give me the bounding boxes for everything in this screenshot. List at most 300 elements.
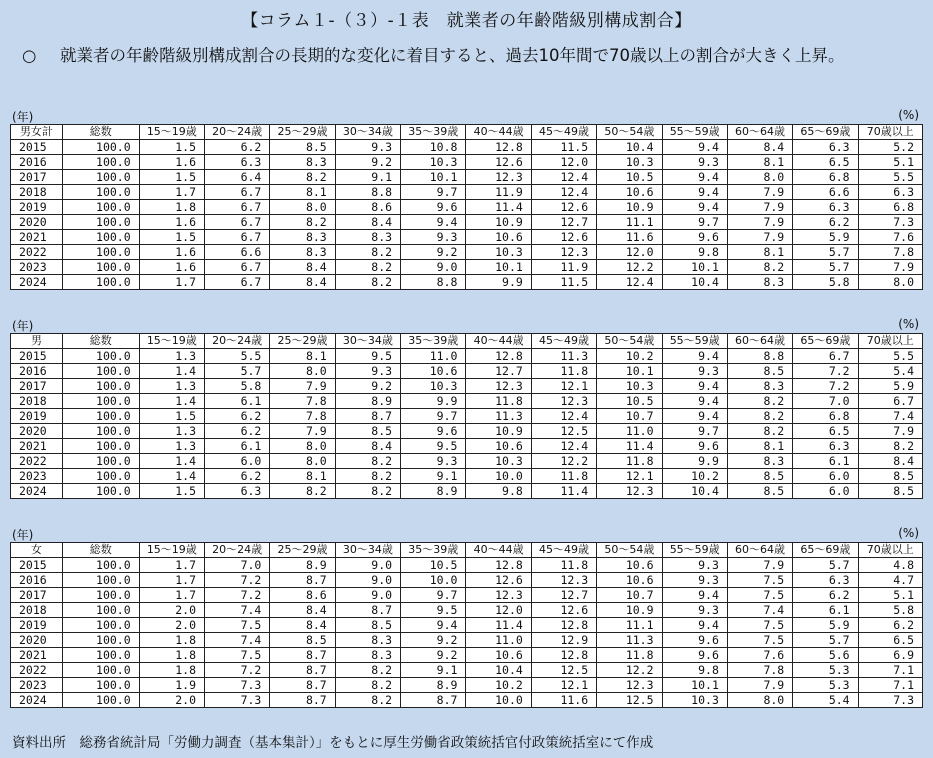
value-cell: 9.8 — [466, 484, 531, 499]
value-cell: 5.7 — [793, 633, 858, 648]
column-header: 35～39歳 — [401, 125, 466, 140]
value-cell: 2.0 — [139, 618, 204, 633]
value-cell: 12.6 — [466, 155, 531, 170]
value-cell: 7.3 — [858, 693, 922, 708]
value-cell: 1.5 — [139, 140, 204, 155]
value-cell: 7.8 — [727, 663, 792, 678]
value-cell: 10.4 — [597, 140, 662, 155]
value-cell: 7.5 — [205, 618, 270, 633]
summary-text: 就業者の年齢階級別構成割合の長期的な変化に着目すると、過去10年間で70歳以上の割合が大きく上昇。 — [60, 46, 845, 65]
value-cell: 100.0 — [62, 200, 139, 215]
value-cell: 1.7 — [139, 573, 204, 588]
year-cell: 2017 — [11, 379, 63, 394]
table-row — [11, 573, 923, 588]
value-cell: 1.9 — [139, 678, 204, 693]
value-cell: 6.2 — [793, 588, 858, 603]
value-cell: 9.3 — [662, 603, 727, 618]
value-cell: 9.4 — [662, 588, 727, 603]
value-cell: 9.3 — [662, 573, 727, 588]
value-cell: 11.8 — [466, 394, 531, 409]
column-header: 総数 — [62, 334, 139, 349]
year-unit-label: (年) — [12, 528, 34, 542]
value-cell: 8.2 — [727, 260, 792, 275]
value-cell: 6.8 — [858, 200, 922, 215]
percent-unit-label: (%) — [898, 108, 919, 122]
value-cell: 100.0 — [62, 603, 139, 618]
value-cell: 10.6 — [401, 364, 466, 379]
value-cell: 8.3 — [727, 275, 792, 290]
value-cell: 8.2 — [335, 245, 400, 260]
value-cell: 8.6 — [335, 200, 400, 215]
value-cell: 6.2 — [205, 469, 270, 484]
value-cell: 8.5 — [858, 484, 922, 499]
value-cell: 9.3 — [401, 454, 466, 469]
value-cell: 12.2 — [597, 260, 662, 275]
value-cell: 10.3 — [401, 155, 466, 170]
value-cell: 11.0 — [597, 424, 662, 439]
year-unit-label: (年) — [12, 110, 34, 124]
value-cell: 10.6 — [466, 648, 531, 663]
year-cell: 2017 — [11, 170, 63, 185]
value-cell: 11.3 — [597, 633, 662, 648]
header-row — [11, 543, 923, 558]
value-cell: 8.1 — [727, 245, 792, 260]
value-cell: 6.7 — [205, 185, 270, 200]
year-cell: 2016 — [11, 364, 63, 379]
value-cell: 8.2 — [270, 484, 335, 499]
value-cell: 5.1 — [858, 155, 922, 170]
value-cell: 100.0 — [62, 394, 139, 409]
summary-note — [22, 44, 912, 67]
value-cell: 7.4 — [727, 603, 792, 618]
value-cell: 12.1 — [531, 379, 596, 394]
year-cell: 2024 — [11, 275, 63, 290]
value-cell: 100.0 — [62, 469, 139, 484]
value-cell: 9.3 — [335, 364, 400, 379]
value-cell: 8.7 — [270, 573, 335, 588]
value-cell: 1.5 — [139, 230, 204, 245]
year-cell: 2021 — [11, 230, 63, 245]
table-row — [11, 469, 923, 484]
value-cell: 9.5 — [401, 439, 466, 454]
value-cell: 5.9 — [793, 230, 858, 245]
value-cell: 12.0 — [466, 603, 531, 618]
value-cell: 8.2 — [270, 170, 335, 185]
value-cell: 1.6 — [139, 245, 204, 260]
value-cell: 10.9 — [597, 200, 662, 215]
value-cell: 7.8 — [270, 394, 335, 409]
column-header: 45～49歳 — [531, 334, 596, 349]
value-cell: 10.1 — [466, 260, 531, 275]
value-cell: 12.3 — [466, 170, 531, 185]
table-row — [11, 439, 923, 454]
column-header: 70歳以上 — [858, 543, 922, 558]
column-header: 25～29歳 — [270, 125, 335, 140]
composition-table — [10, 542, 923, 708]
year-cell: 2020 — [11, 424, 63, 439]
value-cell: 8.0 — [858, 275, 922, 290]
value-cell: 6.1 — [793, 603, 858, 618]
value-cell: 9.6 — [662, 633, 727, 648]
value-cell: 9.4 — [662, 349, 727, 364]
value-cell: 1.5 — [139, 170, 204, 185]
value-cell: 11.1 — [597, 215, 662, 230]
value-cell: 100.0 — [62, 558, 139, 573]
value-cell: 6.2 — [205, 424, 270, 439]
table-row — [11, 648, 923, 663]
value-cell: 5.8 — [793, 275, 858, 290]
value-cell: 7.3 — [205, 678, 270, 693]
value-cell: 6.5 — [858, 633, 922, 648]
column-header: 25～29歳 — [270, 543, 335, 558]
value-cell: 12.9 — [531, 633, 596, 648]
value-cell: 11.9 — [531, 260, 596, 275]
value-cell: 10.6 — [597, 185, 662, 200]
table-row — [11, 454, 923, 469]
table-row — [11, 618, 923, 633]
value-cell: 9.4 — [401, 215, 466, 230]
value-cell: 9.6 — [662, 648, 727, 663]
value-cell: 6.0 — [793, 484, 858, 499]
value-cell: 100.0 — [62, 648, 139, 663]
table-row — [11, 603, 923, 618]
value-cell: 7.4 — [858, 409, 922, 424]
value-cell: 7.9 — [858, 424, 922, 439]
value-cell: 10.6 — [466, 230, 531, 245]
value-cell: 100.0 — [62, 409, 139, 424]
value-cell: 5.7 — [793, 260, 858, 275]
value-cell: 9.6 — [401, 200, 466, 215]
year-cell: 2016 — [11, 155, 63, 170]
value-cell: 4.8 — [858, 558, 922, 573]
year-cell: 2023 — [11, 469, 63, 484]
header-row — [11, 125, 923, 140]
value-cell: 10.5 — [597, 170, 662, 185]
column-header: 65～69歳 — [793, 334, 858, 349]
value-cell: 1.3 — [139, 349, 204, 364]
year-cell: 2023 — [11, 678, 63, 693]
value-cell: 8.7 — [335, 409, 400, 424]
header-row — [11, 334, 923, 349]
year-cell: 2021 — [11, 648, 63, 663]
value-cell: 5.3 — [793, 678, 858, 693]
value-cell: 8.1 — [270, 349, 335, 364]
column-header: 55～59歳 — [662, 334, 727, 349]
value-cell: 9.2 — [335, 379, 400, 394]
value-cell: 9.9 — [662, 454, 727, 469]
table-row — [11, 260, 923, 275]
value-cell: 100.0 — [62, 439, 139, 454]
value-cell: 10.4 — [662, 484, 727, 499]
value-cell: 1.7 — [139, 558, 204, 573]
value-cell: 5.4 — [793, 693, 858, 708]
value-cell: 8.7 — [270, 663, 335, 678]
value-cell: 8.9 — [335, 394, 400, 409]
value-cell: 6.7 — [205, 200, 270, 215]
column-header: 65～69歳 — [793, 125, 858, 140]
value-cell: 100.0 — [62, 364, 139, 379]
value-cell: 11.5 — [531, 140, 596, 155]
year-cell: 2018 — [11, 394, 63, 409]
column-header: 20～24歳 — [205, 334, 270, 349]
value-cell: 8.0 — [270, 454, 335, 469]
value-cell: 12.4 — [531, 185, 596, 200]
value-cell: 10.4 — [662, 275, 727, 290]
value-cell: 12.4 — [531, 439, 596, 454]
value-cell: 4.7 — [858, 573, 922, 588]
column-header: 60～64歳 — [727, 543, 792, 558]
value-cell: 10.1 — [662, 678, 727, 693]
value-cell: 8.9 — [401, 678, 466, 693]
table-block-female — [10, 526, 923, 708]
value-cell: 5.7 — [793, 245, 858, 260]
value-cell: 7.0 — [205, 558, 270, 573]
value-cell: 8.0 — [727, 693, 792, 708]
value-cell: 7.9 — [270, 379, 335, 394]
value-cell: 8.5 — [270, 140, 335, 155]
group-label: 男 — [11, 334, 63, 349]
percent-unit-label: (%) — [898, 526, 919, 540]
table-row — [11, 185, 923, 200]
value-cell: 12.7 — [466, 364, 531, 379]
value-cell: 12.8 — [466, 349, 531, 364]
value-cell: 7.9 — [727, 185, 792, 200]
table-row — [11, 230, 923, 245]
table-row — [11, 424, 923, 439]
value-cell: 11.8 — [597, 454, 662, 469]
value-cell: 1.8 — [139, 633, 204, 648]
value-cell: 9.7 — [401, 588, 466, 603]
value-cell: 8.3 — [270, 230, 335, 245]
value-cell: 100.0 — [62, 663, 139, 678]
value-cell: 8.3 — [270, 245, 335, 260]
value-cell: 10.4 — [466, 663, 531, 678]
value-cell: 8.3 — [270, 155, 335, 170]
value-cell: 12.6 — [466, 573, 531, 588]
value-cell: 9.4 — [662, 618, 727, 633]
value-cell: 7.2 — [793, 364, 858, 379]
value-cell: 6.7 — [205, 260, 270, 275]
value-cell: 8.7 — [270, 648, 335, 663]
value-cell: 7.5 — [205, 648, 270, 663]
value-cell: 7.2 — [205, 573, 270, 588]
value-cell: 9.1 — [335, 170, 400, 185]
value-cell: 10.9 — [466, 215, 531, 230]
value-cell: 100.0 — [62, 260, 139, 275]
table-row — [11, 140, 923, 155]
value-cell: 8.5 — [727, 469, 792, 484]
table-row — [11, 215, 923, 230]
value-cell: 8.3 — [335, 230, 400, 245]
column-header: 総数 — [62, 125, 139, 140]
year-cell: 2021 — [11, 439, 63, 454]
table-row — [11, 693, 923, 708]
value-cell: 10.3 — [597, 379, 662, 394]
value-cell: 7.5 — [727, 588, 792, 603]
percent-unit-label: (%) — [898, 317, 919, 331]
value-cell: 8.7 — [401, 693, 466, 708]
column-header: 35～39歳 — [401, 334, 466, 349]
value-cell: 9.1 — [401, 663, 466, 678]
year-cell: 2022 — [11, 663, 63, 678]
value-cell: 100.0 — [62, 245, 139, 260]
value-cell: 9.3 — [662, 558, 727, 573]
value-cell: 9.0 — [401, 260, 466, 275]
value-cell: 6.8 — [793, 170, 858, 185]
value-cell: 8.0 — [270, 200, 335, 215]
year-cell: 2016 — [11, 573, 63, 588]
value-cell: 9.4 — [662, 379, 727, 394]
value-cell: 1.7 — [139, 185, 204, 200]
column-header: 15～19歳 — [139, 125, 204, 140]
value-cell: 1.5 — [139, 409, 204, 424]
value-cell: 9.7 — [401, 185, 466, 200]
year-cell: 2015 — [11, 558, 63, 573]
value-cell: 8.2 — [335, 275, 400, 290]
value-cell: 5.2 — [858, 140, 922, 155]
value-cell: 100.0 — [62, 140, 139, 155]
value-cell: 8.7 — [335, 603, 400, 618]
composition-table — [10, 124, 923, 290]
group-label: 男女計 — [11, 125, 63, 140]
value-cell: 8.4 — [270, 275, 335, 290]
table-block-male — [10, 317, 923, 499]
value-cell: 8.0 — [727, 170, 792, 185]
value-cell: 6.3 — [793, 573, 858, 588]
value-cell: 5.9 — [858, 379, 922, 394]
value-cell: 5.3 — [793, 663, 858, 678]
year-cell: 2015 — [11, 349, 63, 364]
value-cell: 12.5 — [531, 663, 596, 678]
column-header: 55～59歳 — [662, 125, 727, 140]
value-cell: 100.0 — [62, 633, 139, 648]
value-cell: 7.9 — [858, 260, 922, 275]
value-cell: 6.7 — [793, 349, 858, 364]
value-cell: 12.0 — [531, 155, 596, 170]
value-cell: 10.0 — [401, 573, 466, 588]
value-cell: 100.0 — [62, 349, 139, 364]
value-cell: 1.4 — [139, 364, 204, 379]
value-cell: 10.8 — [401, 140, 466, 155]
value-cell: 8.1 — [270, 185, 335, 200]
value-cell: 10.6 — [597, 558, 662, 573]
value-cell: 11.6 — [597, 230, 662, 245]
value-cell: 12.3 — [597, 678, 662, 693]
value-cell: 9.3 — [662, 364, 727, 379]
value-cell: 6.7 — [858, 394, 922, 409]
value-cell: 11.3 — [531, 349, 596, 364]
value-cell: 8.9 — [401, 484, 466, 499]
value-cell: 5.9 — [793, 618, 858, 633]
year-cell: 2024 — [11, 484, 63, 499]
value-cell: 100.0 — [62, 484, 139, 499]
value-cell: 10.1 — [662, 260, 727, 275]
column-header: 50～54歳 — [597, 125, 662, 140]
value-cell: 8.5 — [858, 469, 922, 484]
column-header: 総数 — [62, 543, 139, 558]
value-cell: 1.3 — [139, 439, 204, 454]
table-row — [11, 200, 923, 215]
value-cell: 9.9 — [466, 275, 531, 290]
value-cell: 10.7 — [597, 409, 662, 424]
value-cell: 6.1 — [793, 454, 858, 469]
value-cell: 9.0 — [335, 573, 400, 588]
value-cell: 9.0 — [335, 588, 400, 603]
value-cell: 9.2 — [335, 155, 400, 170]
value-cell: 9.2 — [401, 633, 466, 648]
value-cell: 100.0 — [62, 618, 139, 633]
value-cell: 8.4 — [858, 454, 922, 469]
value-cell: 12.5 — [597, 693, 662, 708]
value-cell: 100.0 — [62, 678, 139, 693]
value-cell: 8.3 — [335, 633, 400, 648]
column-header: 40～44歳 — [466, 125, 531, 140]
value-cell: 6.1 — [205, 439, 270, 454]
value-cell: 6.4 — [205, 170, 270, 185]
year-cell: 2022 — [11, 245, 63, 260]
value-cell: 6.6 — [793, 185, 858, 200]
value-cell: 8.4 — [727, 140, 792, 155]
value-cell: 9.5 — [335, 349, 400, 364]
value-cell: 12.3 — [531, 394, 596, 409]
value-cell: 8.2 — [270, 215, 335, 230]
value-cell: 10.1 — [597, 364, 662, 379]
value-cell: 8.5 — [727, 484, 792, 499]
column-header: 55～59歳 — [662, 543, 727, 558]
column-header: 15～19歳 — [139, 334, 204, 349]
value-cell: 8.1 — [270, 469, 335, 484]
value-cell: 7.3 — [205, 693, 270, 708]
value-cell: 6.7 — [205, 275, 270, 290]
value-cell: 6.3 — [205, 484, 270, 499]
value-cell: 8.5 — [270, 633, 335, 648]
column-header: 60～64歳 — [727, 125, 792, 140]
value-cell: 9.8 — [662, 245, 727, 260]
year-cell: 2022 — [11, 454, 63, 469]
value-cell: 10.2 — [662, 469, 727, 484]
year-cell: 2019 — [11, 409, 63, 424]
value-cell: 9.4 — [662, 170, 727, 185]
value-cell: 5.5 — [858, 170, 922, 185]
year-cell: 2018 — [11, 603, 63, 618]
value-cell: 11.8 — [597, 648, 662, 663]
value-cell: 10.9 — [466, 424, 531, 439]
value-cell: 100.0 — [62, 424, 139, 439]
column-header: 15～19歳 — [139, 543, 204, 558]
value-cell: 12.8 — [531, 618, 596, 633]
value-cell: 12.6 — [531, 200, 596, 215]
value-cell: 7.0 — [793, 394, 858, 409]
value-cell: 7.4 — [205, 633, 270, 648]
value-cell: 9.2 — [401, 245, 466, 260]
column-header: 30～34歳 — [335, 125, 400, 140]
value-cell: 7.1 — [858, 678, 922, 693]
value-cell: 6.7 — [205, 230, 270, 245]
value-cell: 2.0 — [139, 693, 204, 708]
value-cell: 10.0 — [466, 693, 531, 708]
value-cell: 2.0 — [139, 603, 204, 618]
value-cell: 7.9 — [727, 558, 792, 573]
value-cell: 7.2 — [793, 379, 858, 394]
value-cell: 7.9 — [727, 230, 792, 245]
bullet-icon: ○ — [22, 46, 37, 65]
value-cell: 6.0 — [205, 454, 270, 469]
year-unit-label: (年) — [12, 319, 34, 333]
value-cell: 10.7 — [597, 588, 662, 603]
table-row — [11, 364, 923, 379]
value-cell: 10.3 — [662, 693, 727, 708]
table-row — [11, 170, 923, 185]
